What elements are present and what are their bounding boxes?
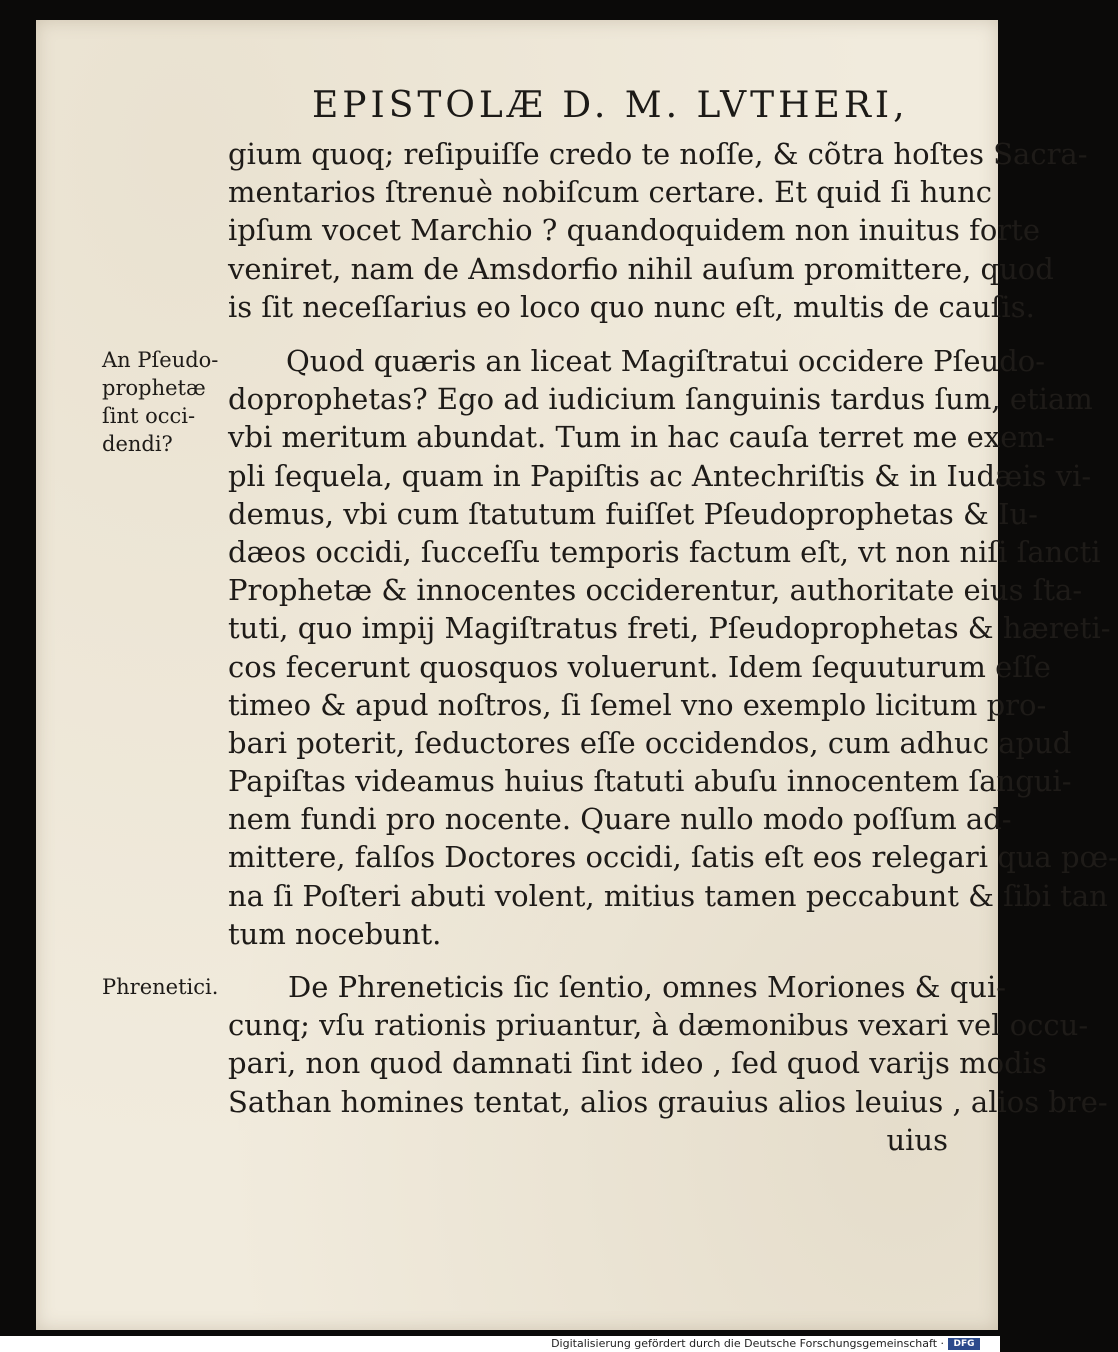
text-line: vbi meritum abundat. Tum in hac cauſa terret me exem-: [228, 420, 1055, 455]
text-line: nem fundi pro nocente. Quare nullo modo poſſum ad-: [228, 802, 1012, 837]
text-line: cunq; vſu rationis priuantur, à dæmonibus vexari vel occu-: [228, 1008, 1089, 1043]
text-line: mentarios ſtrenuè nobiſcum certare. Et quid ſi hunc: [228, 175, 992, 210]
marginal-note-phrenetici: [102, 973, 230, 1001]
marginal-line: dendi?: [102, 432, 173, 456]
text-line: dæos occidi, ſucceſſu temporis factum eſt, vt non niſi ſancti: [228, 534, 1101, 569]
text-line: Sathan homines tentat, alios grauius alios leuius , alios bre-: [228, 1084, 1108, 1119]
text-line: ipſum vocet Marchio ? quandoquidem non inuitus forte: [228, 213, 1040, 248]
text-line: De Phreneticis ſic ſentio, omnes Moriones & qui-: [288, 970, 1007, 1004]
marginal-line: An Pſeudo-: [102, 348, 219, 372]
text-line: tum nocebunt.: [228, 916, 442, 951]
text-line: timeo & apud noſtros, ſi ſemel vno exemplo licitum pro-: [228, 687, 1047, 722]
text-line: tuti, quo impij Magiſtratus freti, Pſeudoprophetas & hæreti-: [228, 611, 1111, 646]
funding-note: Digitalisierung gefördert durch die Deutsche Forschungsgemeinschaft ·: [551, 1337, 944, 1350]
text-line: mittere, falſos Doctores occidi, ſatis eſt eos relegari qua pœ-: [228, 840, 1118, 875]
paragraph-1: [228, 135, 1088, 326]
text-line: Prophetæ & innocentes occiderentur, authoritate eius ſta-: [228, 573, 1083, 608]
text-line: pli ſequela, quam in Papiſtis ac Antechriſtis & in Iudæis vi-: [228, 458, 1092, 493]
paragraph-3: [228, 968, 1108, 1159]
text-line: na ſi Poſteri abuti volent, mitius tamen peccabunt & ſibi tan: [228, 878, 1108, 913]
marginal-line: ſint occi-: [102, 404, 196, 428]
text-line: veniret, nam de Amsdorfio nihil auſum promittere, quod: [228, 251, 1054, 286]
text-line: Papiſtas videamus huius ſtatuti abuſu innocentem ſangui-: [228, 764, 1072, 799]
marginal-note-pseudoprophets: [102, 346, 230, 458]
paragraph-2: [228, 342, 1118, 953]
text-line: doprophetas? Ego ad iudicium ſanguinis tardus ſum, etiam: [228, 382, 1093, 417]
text-line: bari poterit, ſeductores eſſe occidendos, cum adhuc apud: [228, 725, 1072, 760]
text-line: Quod quæris an liceat Magiſtratui occidere Pſeudo-: [286, 344, 1046, 378]
text-line: gium quoq; reſipuiſſe credo te noſſe, & cõtra hoſtes Sacra-: [228, 137, 1088, 171]
text-line: cos fecerunt quosquos voluerunt. Idem ſequuturum eſſe: [228, 649, 1051, 684]
text-line: pari, non quod damnati ſint ideo , ſed quod varijs modis: [228, 1046, 1047, 1081]
marginal-line: prophetæ: [102, 376, 206, 400]
text-line: is ſit neceſſarius eo loco quo nunc eſt, multis de cauſis.: [228, 289, 1035, 324]
dfg-logo: DFG: [948, 1338, 980, 1350]
running-title: EPISTOLÆ D. M. LVTHERI,: [312, 85, 909, 126]
marginal-line: Phrenetici.: [102, 975, 219, 999]
text-line: demus, vbi cum ſtatutum fuiſſet Pſeudoprophetas & Iu-: [228, 496, 1038, 531]
catchword: uius: [886, 1122, 948, 1157]
